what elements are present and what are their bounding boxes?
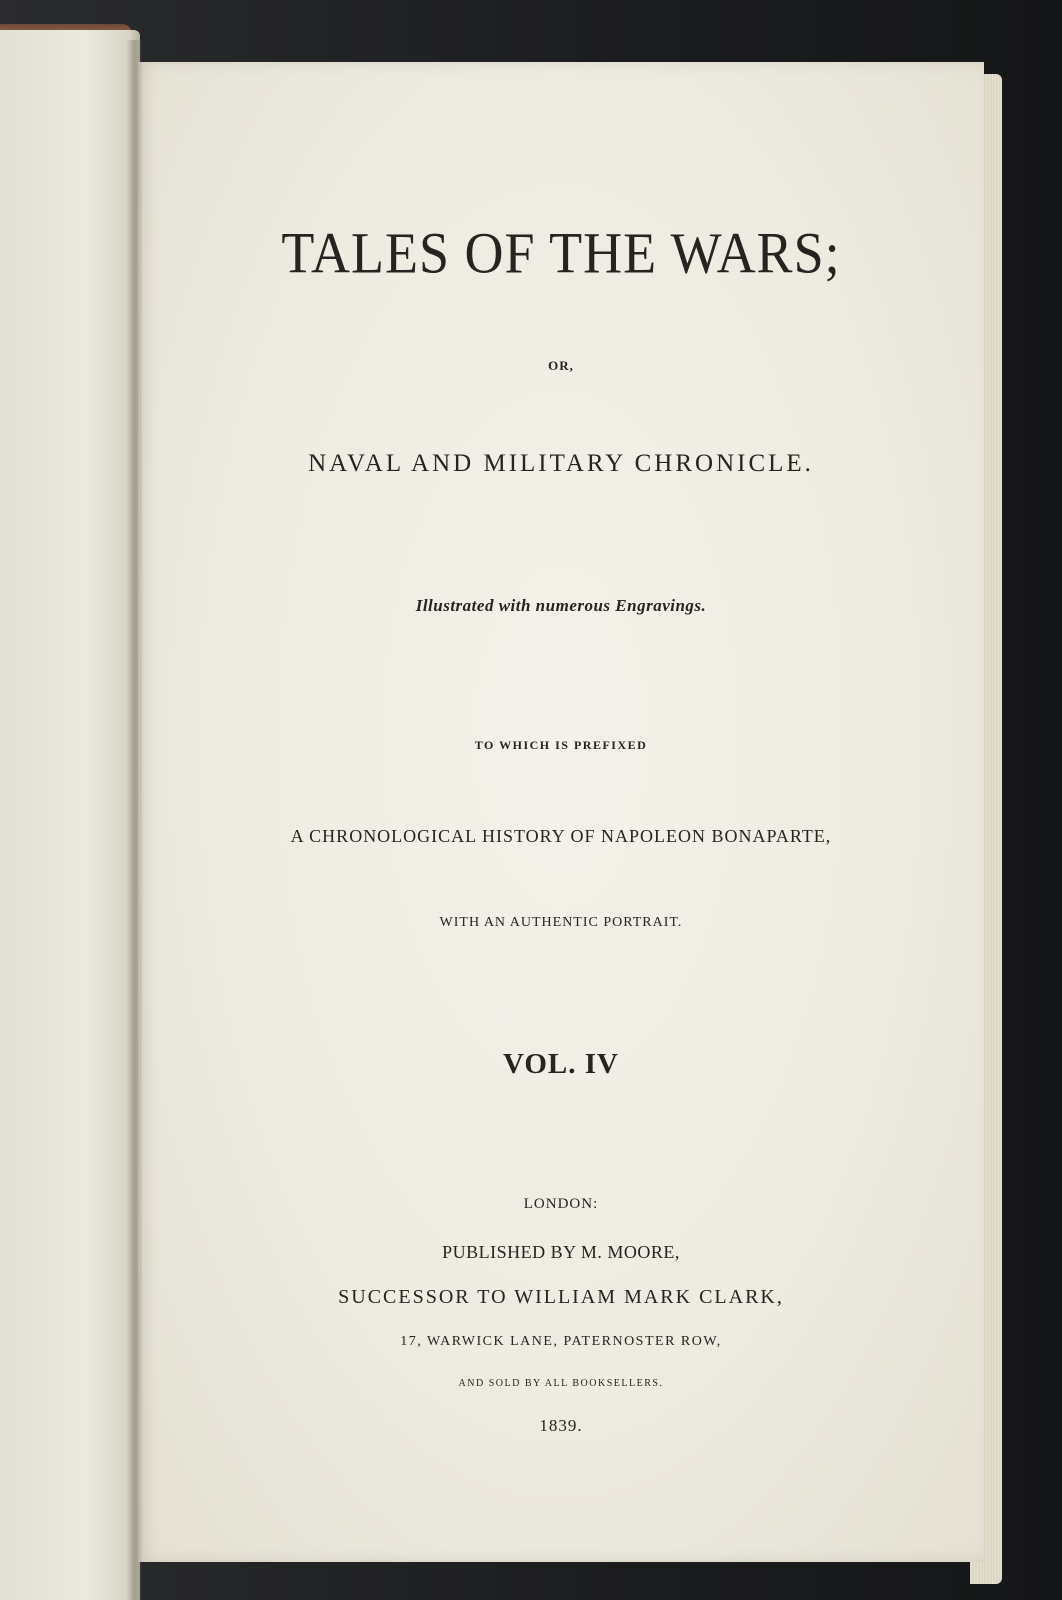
volume-number: VOL. IV xyxy=(503,1048,619,1080)
title-page xyxy=(138,62,984,1562)
prefixed-line: TO WHICH IS PREFIXED xyxy=(474,738,648,752)
book-gutter xyxy=(126,40,142,1600)
left-page xyxy=(0,30,140,1600)
imprint-sold: AND SOLD BY ALL BOOKSELLERS. xyxy=(458,1378,664,1389)
imprint-publisher: PUBLISHED BY M. MOORE, xyxy=(442,1242,680,1262)
illustrated-line: Illustrated with numerous Engravings. xyxy=(415,596,707,615)
book-subtitle: NAVAL AND MILITARY CHRONICLE. xyxy=(308,450,814,477)
imprint-successor: SUCCESSOR TO WILLIAM MARK CLARK, xyxy=(338,1286,784,1308)
imprint-address: 17, WARWICK LANE, PATERNOSTER ROW, xyxy=(400,1334,722,1349)
imprint-year: 1839. xyxy=(539,1416,583,1435)
portrait-line: WITH AN AUTHENTIC PORTRAIT. xyxy=(439,915,683,930)
imprint-city: LONDON: xyxy=(523,1196,599,1212)
book-title: TALES OF THE WARS; xyxy=(281,220,841,286)
title-or: OR, xyxy=(548,358,574,373)
chronological-history-line: A CHRONOLOGICAL HISTORY OF NAPOLEON BONAPARTE, xyxy=(290,826,832,846)
